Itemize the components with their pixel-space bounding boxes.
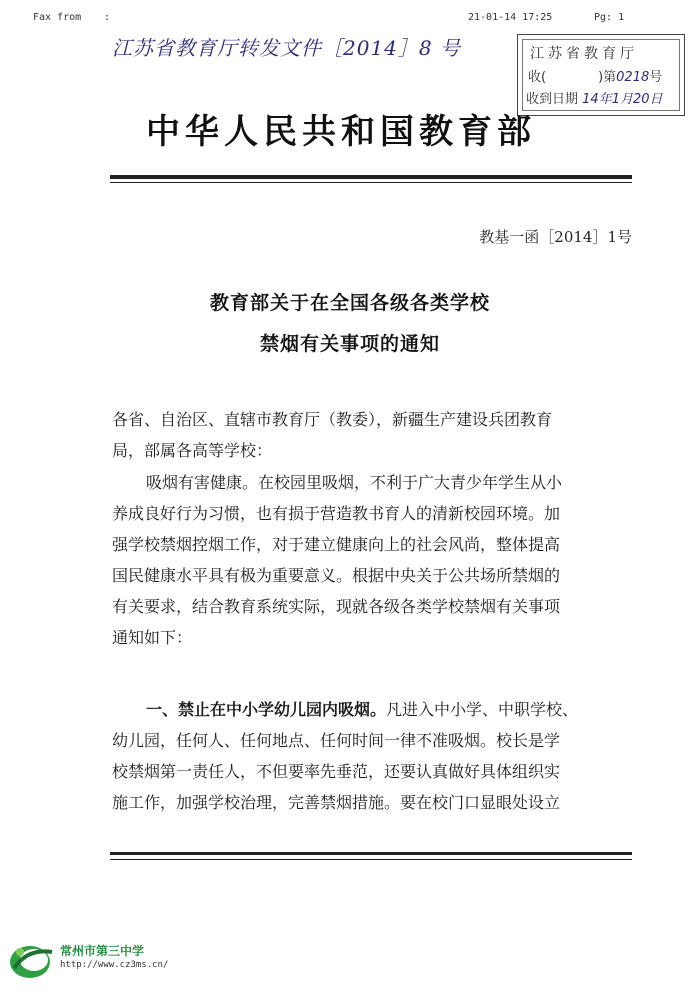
footer-rule-thin — [110, 859, 632, 860]
stamp-received-mid: )第 — [598, 70, 617, 85]
stamp-received-prefix: 收( — [528, 70, 547, 85]
paragraph-line: 通知如下： — [112, 628, 193, 647]
paragraph-line: 养成良好行为习惯，也有损于营造教书育人的清新校园环境。加 — [112, 504, 561, 523]
paragraph-line: 幼儿园，任何人、任何地点、任何时间一律不准吸烟。校长是学 — [112, 731, 561, 750]
section-heading: 一、禁止在中小学幼儿园内吸烟。 — [146, 700, 387, 719]
stamp-title: 江苏省教育厅 — [530, 46, 638, 62]
school-watermark — [8, 938, 208, 982]
stamp-date-line — [526, 88, 663, 107]
masthead-rule-thick — [110, 175, 632, 179]
paragraph-line: 吸烟有害健康。在校园里吸烟，不利于广大青少年学生从小 — [146, 473, 563, 492]
footer-rule-thick — [110, 852, 632, 855]
fax-from-label: Fax from — [33, 12, 82, 23]
stamp-received-suffix: 号 — [649, 70, 663, 85]
section-first-line: 凡进入中小学、中职学校、 — [386, 700, 579, 719]
fax-from-colon: : — [104, 12, 111, 23]
school-logo-icon — [8, 938, 56, 982]
stamp-date-value: 14年1月20日 — [582, 92, 663, 107]
paragraph-section-one — [112, 694, 642, 818]
paragraph-line: 有关要求，结合教育系统实际，现就各级各类学校禁烟有关事项 — [112, 597, 561, 616]
document-title-line1: 教育部关于在全国各级各类学校 — [209, 292, 490, 314]
document-number: 教基一函［2014］1号 — [479, 228, 632, 246]
masthead-rule-thin — [110, 182, 632, 183]
addressee-line: 局，部属各高等学校： — [112, 441, 273, 460]
watermark-school-name: 常州市第三中学 — [60, 944, 145, 958]
addressee-line: 各省、自治区、直辖市教育厅（教委），新疆生产建设兵团教育 — [112, 410, 553, 429]
paragraph-line: 施工作，加强学校治理，完善禁烟措施。要在校门口显眼处设立 — [112, 793, 561, 812]
paragraph-line: 强学校禁烟控烟工作，对于建立健康向上的社会风尚，整体提高 — [112, 535, 561, 554]
stamp-date-label: 收到日期 — [526, 92, 579, 107]
paragraph-line — [112, 694, 642, 725]
receipt-stamp — [517, 34, 685, 116]
addressee-block — [112, 404, 642, 466]
document-title-line2: 禁烟有关事项的通知 — [259, 333, 440, 355]
watermark-url: http://www.cz3ms.cn/ — [60, 960, 169, 970]
handwritten-forward-note: 江苏省教育厅转发文件［2014］8 号 — [112, 36, 461, 60]
fax-datetime: 21-01-14 17:25 — [468, 12, 553, 23]
paragraph-line: 国民健康水平具有极为重要意义。根据中央关于公共场所禁烟的 — [112, 566, 561, 585]
paragraph-intro — [112, 467, 642, 653]
fax-page-number: Pg: 1 — [594, 12, 625, 23]
stamp-received-number: 0218 — [616, 70, 650, 85]
stamp-received-line — [528, 66, 662, 85]
paragraph-line: 校禁烟第一责任人，不但要率先垂范，还要认真做好具体组织实 — [112, 762, 561, 781]
fax-header — [0, 12, 700, 26]
masthead-text: 中华人民共和国教育部 — [146, 112, 536, 152]
